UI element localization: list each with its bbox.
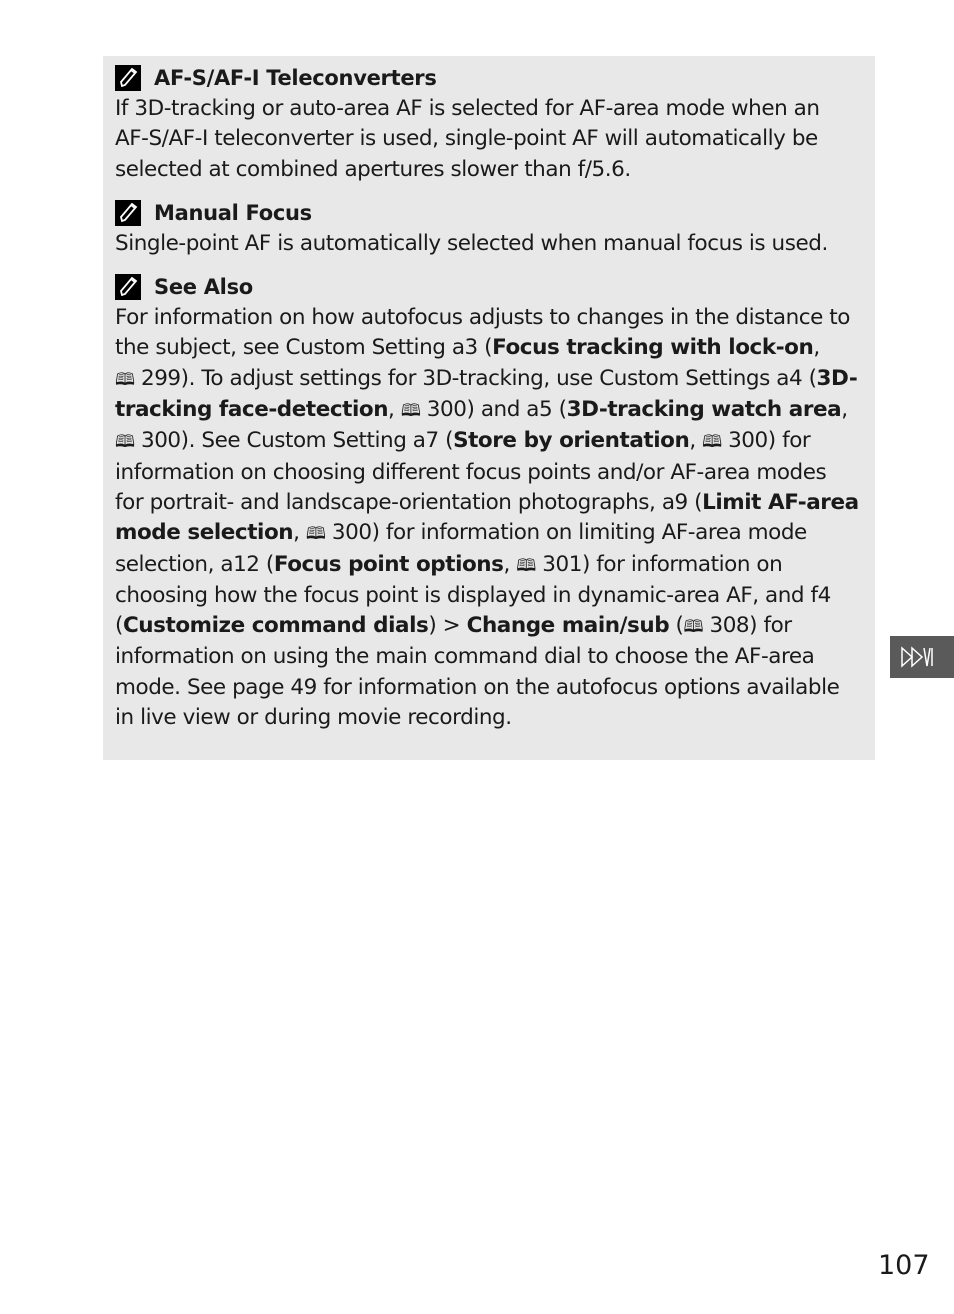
note-line: information on using the main command dial to choose the AF-area [115,644,815,670]
setting-name: Limit AF-area [702,489,859,515]
note-line: If 3D-tracking or auto-area AF is selected for AF-area mode when an [115,96,820,121]
book-icon: 🕮 [516,555,536,576]
notes-box [103,56,875,760]
setting-name: 3D-tracking watch area [566,397,842,423]
setting-name: Focus tracking with lock-on [492,335,814,361]
note-title: See Also [154,275,253,300]
note-line: selection, a12 (Focus point options, 🕮 301) for information on [115,551,783,577]
note-line: the subject, see Custom Setting a3 (Focus tracking with lock-on, [115,335,820,361]
note-line: Single-point AF is automatically selected when manual focus is used. [115,230,828,256]
book-icon: 🕮 [400,401,421,422]
setting-name: 3D- [816,365,858,391]
note-line: tracking face-detection, 🕮 300) and a5 (3D-tracking watch area, [115,397,848,423]
book-icon: 🕮 [115,432,135,453]
page-number: 107 [878,1250,930,1281]
note-line: 🕮 299). To adjust settings for 3D-tracking, use Custom Settings a4 (3D- [115,365,858,391]
note-line: for portrait- and landscape-orientation photographs, a9 (Limit AF-area [115,489,859,515]
pencil-icon [115,274,141,300]
note-line: choosing how the focus point is displayed in dynamic-area AF, and f4 [115,582,831,608]
note-see-also [115,271,863,733]
setting-name: Change main/sub [466,613,670,639]
book-icon: 🕮 [683,617,704,638]
note-line: selected at combined apertures slower than f/5.6. [115,156,631,182]
setting-name: Store by orientation [453,428,690,454]
setting-name: mode selection [115,520,294,546]
note-line: 🕮 300). See Custom Setting a7 (Store by orientation, 🕮 300) for [115,428,811,454]
pencil-icon [115,200,141,226]
setting-name: Focus point options [273,551,504,577]
note-manual-focus [115,197,863,259]
shooting-menu-icon [890,636,954,678]
section-tab [890,636,954,678]
note-line: AF-S/AF-I teleconverter is used, single-point AF will automatically be [115,126,818,152]
book-icon: 🕮 [305,524,326,545]
note-title: AF-S/AF-I Teleconverters [154,66,437,90]
note-line: mode. See page 49 for information on the autofocus options available [115,674,840,700]
book-icon: 🕮 [702,432,722,453]
note-title: Manual Focus [154,200,312,225]
note-line: (Customize command dials) > Change main/sub (🕮 308) for [115,613,792,639]
note-teleconverters [115,62,863,185]
note-line: information on choosing different focus points and/or AF-area modes [115,459,827,485]
note-line: mode selection, 🕮 300) for information on limiting AF-area mode [115,520,807,546]
pencil-icon [115,65,141,91]
note-line: For information on how autofocus adjusts to changes in the distance to [115,305,850,331]
setting-name: Customize command dials [122,613,429,639]
setting-name: tracking face-detection [115,397,389,423]
note-line: in live view or during movie recording. [115,705,512,731]
book-icon: 🕮 [115,369,135,390]
